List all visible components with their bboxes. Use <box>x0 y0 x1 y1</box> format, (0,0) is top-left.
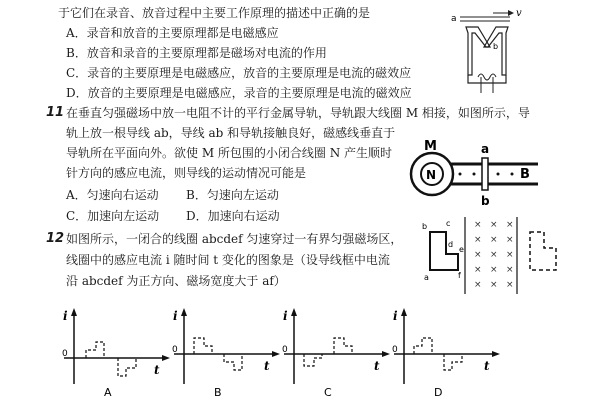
graph-d-option-label: D <box>434 386 443 399</box>
svg-text:×: × <box>490 265 498 275</box>
svg-text:×: × <box>490 235 498 245</box>
q11-option-c: C．加速向左运动 <box>66 209 160 223</box>
q11-option-d: D．加速向右运动 <box>186 209 280 223</box>
svg-text:×: × <box>474 235 482 245</box>
svg-text:×: × <box>490 280 498 290</box>
svg-text:×: × <box>506 220 514 230</box>
coil-vertex-c: c <box>446 219 451 228</box>
graph-b-option-label: B <box>214 386 222 399</box>
coil-vertex-d: d <box>448 240 454 249</box>
q10-option-c: C．录音的主要原理是电磁感应，放音的主要原理是电流的磁效应 <box>66 66 412 80</box>
head-label-b: b <box>493 42 499 51</box>
graph-c-t-label: t <box>374 359 380 373</box>
q10-option-d: D．放音的主要原理是电磁感应，录音的主要原理是电流的磁效应 <box>66 86 412 100</box>
graph-option-c <box>276 306 394 402</box>
svg-text:×: × <box>490 220 498 230</box>
q12-line-3: 沿 abcdef 为正方向、磁场宽度大于 af） <box>66 274 286 288</box>
velocity-label: v <box>516 8 522 19</box>
graph-option-b <box>166 306 284 402</box>
graph-b-origin: 0 <box>172 345 178 355</box>
graph-c-i-label: i <box>283 309 288 323</box>
tape-label-a: a <box>451 14 457 24</box>
q11-line-3: 导轨所在平面向外。欲使 M 所包围的小闭合线圈 N 产生顺时 <box>66 146 393 160</box>
q11-option-a: A．匀速向右运动 <box>66 188 159 202</box>
q12-line-1: 如图所示，一闭合的线圈 abcdef 匀速穿过一有界匀强磁场区， <box>66 232 403 246</box>
coil-M-label: M <box>424 139 437 154</box>
graph-a-option-label: A <box>104 386 112 399</box>
svg-text:×: × <box>490 250 498 260</box>
svg-text:×: × <box>474 265 482 275</box>
coil-vertex-b: b <box>422 222 428 231</box>
q10-stem: 于它们在录音、放音过程中主要工作原理的描述中正确的是 <box>58 6 371 20</box>
field-label-B: B <box>520 167 530 182</box>
graph-c-option-label: C <box>324 386 332 399</box>
graph-a-i-label: i <box>63 309 68 323</box>
coil-vertex-f: f <box>458 271 461 280</box>
svg-text:×: × <box>474 250 482 260</box>
coil-vertex-e: e <box>459 245 464 254</box>
coil-rail-figure <box>402 138 542 210</box>
svg-text:×: × <box>474 220 482 230</box>
svg-text:×: × <box>506 265 514 275</box>
rod-label-a: a <box>481 142 490 156</box>
graph-a-t-label: t <box>154 363 160 377</box>
q12-line-2: 线圈中的感应电流 i 随时间 t 变化的图象是（设导线框中电流 <box>66 253 390 267</box>
graph-b-t-label: t <box>264 359 270 373</box>
graph-option-a <box>56 306 174 402</box>
graph-d-t-label: t <box>484 359 490 373</box>
graph-d-i-label: i <box>393 309 398 323</box>
q10-option-a: A．录音和放音的主要原理都是电磁感应 <box>66 26 279 40</box>
rod-label-b: b <box>481 194 490 208</box>
svg-text:×: × <box>474 280 482 290</box>
graph-option-d <box>386 306 504 402</box>
graph-d-origin: 0 <box>392 345 398 355</box>
q11-option-b: B．匀速向左运动 <box>186 188 279 202</box>
tape-head-figure <box>448 5 548 100</box>
graph-b-i-label: i <box>173 309 178 323</box>
svg-text:×: × <box>506 235 514 245</box>
q12-number: 12 <box>46 231 65 246</box>
coil-vertex-a: a <box>424 273 429 282</box>
graph-c-origin: 0 <box>282 345 288 355</box>
q11-line-4: 针方向的感应电流，则导线的运动情况可能是 <box>66 166 307 180</box>
q10-option-b: B．放音和录音的主要原理都是磁场对电流的作用 <box>66 46 327 60</box>
svg-text:×: × <box>506 250 514 260</box>
coil-field-figure <box>418 212 596 297</box>
q11-number: 11 <box>46 105 65 120</box>
svg-text:×: × <box>506 280 514 290</box>
q11-line-1: 在垂直匀强磁场中放一电阻不计的平行金属导轨，导轨跟大线圈 M 相接，如图所示，导 <box>66 106 530 120</box>
q11-line-2: 轨上放一根导线 ab，导线 ab 和导轨接触良好，磁感线垂直于 <box>66 126 396 140</box>
coil-N-label: N <box>426 168 437 182</box>
graph-a-origin: 0 <box>62 349 68 359</box>
